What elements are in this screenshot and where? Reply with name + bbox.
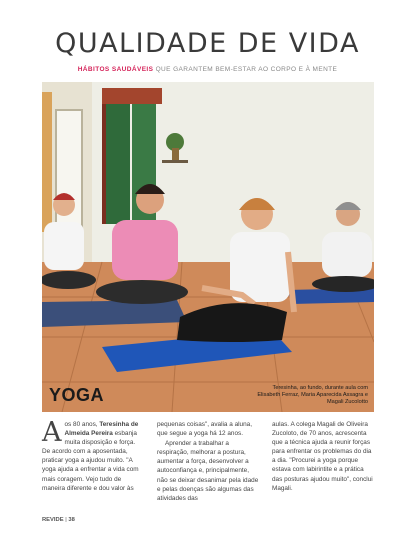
page-footer [42, 517, 75, 523]
article-paragraph: aulas. A colega Magali de Oliveira Zucoloto, de 70 anos, acrescenta que a técnica ajuda a reunir forças para enfrentar os problemas do dia a dia. "Procurei a yoga porque estava com labirintite e a prática das posturas ajudou muito", conclui Magali. [272, 421, 373, 492]
article-column-1 [42, 417, 144, 505]
page-number: 38 [68, 517, 75, 523]
article-column-3 [272, 420, 374, 505]
lead-name: Teresinha de Almeida Pereira [64, 421, 139, 438]
article-paragraph [42, 417, 144, 493]
article-paragraph: pequenas coisas", avalia a aluna, que segue a yoga há 12 anos. [157, 421, 252, 438]
drop-cap: A [42, 417, 62, 448]
photo-label: YOGA [49, 385, 105, 405]
subtitle-rest: QUE GARANTEM BEM-ESTAR AO CORPO E À MENTE [155, 66, 338, 73]
subtitle-highlight: HÁBITOS SAUDÁVEIS [77, 66, 154, 73]
footer-separator: | [65, 517, 67, 523]
page-subtitle [0, 66, 415, 73]
yoga-scene-illustration [42, 82, 374, 412]
column-1-text: esbanja muita disposição e força. De acordo com a aposentada, praticar yoga a ajudou muito. "A yoga ajuda a enfrentar a vida com mais coragem. Vejo tudo de maneira diferente e dou valor às [42, 430, 139, 492]
page-title: QUALIDADE DE VIDA [55, 28, 360, 59]
magazine-name: REVIDE [42, 517, 64, 523]
lead-text: os 80 anos, [64, 421, 100, 428]
article-body [42, 417, 374, 505]
article-paragraph: Aprender a trabalhar a respiração, melhorar a postura, aumentar a força, desenvolver a autoconfiança e, principalmente, não se deixar desanimar pela idade e pelas doenças são algumas das atividades das [157, 440, 259, 502]
photo-caption: Teresinha, ao fundo, durante aula com Elisabeth Ferraz, Maria Aparecida Assagra e Magali Zucolotto [257, 385, 368, 406]
article-column-2 [157, 420, 259, 505]
yoga-class-photo [42, 82, 374, 412]
